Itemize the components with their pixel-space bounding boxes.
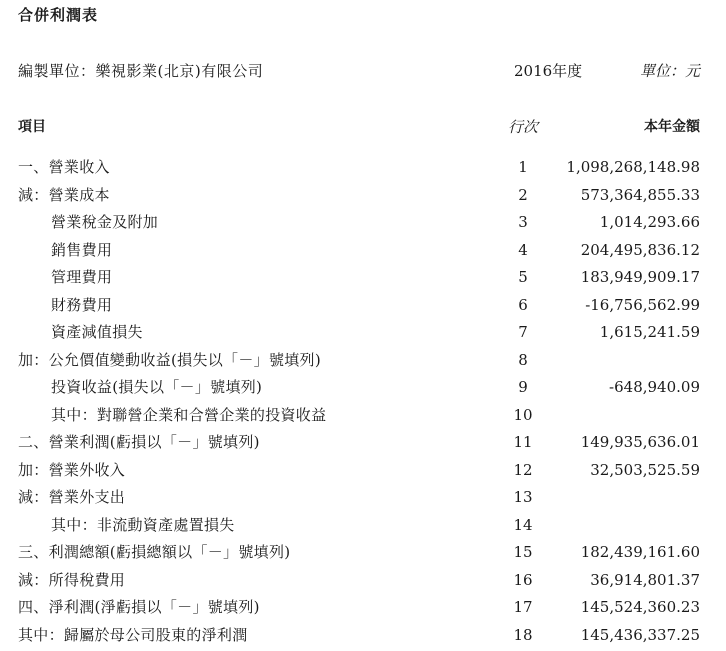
statement-rows	[18, 156, 700, 651]
row-label: 其中：歸屬於母公司股東的淨利潤	[18, 624, 248, 646]
row-amount: 573,364,855.33	[581, 184, 700, 206]
row-amount: 149,935,636.01	[581, 431, 700, 453]
row-line-number: 12	[508, 459, 538, 481]
row-line-number: 11	[508, 431, 538, 453]
row-line-number: 16	[508, 569, 538, 591]
statement-meta	[18, 60, 700, 82]
row-label: 三、利潤總額(虧損總額以「－」號填列)	[18, 541, 290, 563]
row-label: 一、營業收入	[18, 156, 110, 178]
row-label: 減：營業成本	[18, 184, 110, 206]
row-amount: -16,756,562.99	[585, 294, 700, 316]
row-label: 營業稅金及附加	[51, 211, 158, 233]
row-amount: 145,524,360.23	[581, 596, 700, 618]
row-line-number: 13	[508, 486, 538, 508]
table-row	[18, 294, 700, 322]
row-line-number: 15	[508, 541, 538, 563]
row-label: 四、淨利潤(淨虧損以「－」號填列)	[18, 596, 260, 618]
row-amount: 145,436,337.25	[581, 624, 700, 646]
row-label: 減：所得稅費用	[18, 569, 125, 591]
row-label: 財務費用	[51, 294, 112, 316]
table-row	[18, 184, 700, 212]
row-amount: 183,949,909.17	[581, 266, 700, 288]
table-row	[18, 211, 700, 239]
row-label: 其中：非流動資產處置損失	[51, 514, 235, 536]
table-row	[18, 321, 700, 349]
row-amount: -648,940.09	[609, 376, 700, 398]
row-line-number: 17	[508, 596, 538, 618]
row-label: 二、營業利潤(虧損以「－」號填列)	[18, 431, 260, 453]
row-line-number: 4	[508, 239, 538, 261]
table-header	[18, 116, 700, 138]
row-amount: 204,495,836.12	[581, 239, 700, 261]
row-label: 資產減值損失	[51, 321, 143, 343]
table-row	[18, 156, 700, 184]
table-row	[18, 541, 700, 569]
row-label: 加：公允價值變動收益(損失以「－」號填列)	[18, 349, 321, 371]
table-row	[18, 569, 700, 597]
statement-title: 合併利潤表	[18, 4, 98, 25]
row-label: 銷售費用	[51, 239, 112, 261]
row-line-number: 3	[508, 211, 538, 233]
row-label: 管理費用	[51, 266, 112, 288]
row-amount: 1,014,293.66	[600, 211, 700, 233]
row-label: 減：營業外支出	[18, 486, 125, 508]
column-header-line: 行次	[508, 116, 538, 137]
row-line-number: 10	[508, 404, 538, 426]
column-header-amount: 本年金額	[644, 116, 700, 136]
row-line-number: 9	[508, 376, 538, 398]
row-amount: 32,503,525.59	[590, 459, 700, 481]
table-row	[18, 514, 700, 542]
reporting-entity: 編製單位：樂視影業(北京)有限公司	[18, 60, 263, 81]
column-header-item: 項目	[18, 116, 46, 136]
row-amount: 182,439,161.60	[581, 541, 700, 563]
table-row	[18, 459, 700, 487]
row-line-number: 6	[508, 294, 538, 316]
table-row	[18, 376, 700, 404]
row-label: 其中：對聯營企業和合營企業的投資收益	[51, 404, 326, 426]
table-row	[18, 596, 700, 624]
table-row	[18, 486, 700, 514]
row-line-number: 8	[508, 349, 538, 371]
row-amount: 1,615,241.59	[600, 321, 700, 343]
row-line-number: 2	[508, 184, 538, 206]
table-row	[18, 349, 700, 377]
currency-unit: 單位：元	[640, 60, 700, 81]
row-line-number: 18	[508, 624, 538, 646]
table-row	[18, 404, 700, 432]
fiscal-year: 2016年度	[514, 60, 582, 81]
row-line-number: 14	[508, 514, 538, 536]
table-row	[18, 431, 700, 459]
row-amount: 36,914,801.37	[590, 569, 700, 591]
table-row	[18, 239, 700, 267]
row-line-number: 5	[508, 266, 538, 288]
row-label: 加：營業外收入	[18, 459, 125, 481]
row-amount: 1,098,268,148.98	[566, 156, 700, 178]
row-line-number: 7	[508, 321, 538, 343]
table-row	[18, 266, 700, 294]
row-line-number: 1	[508, 156, 538, 178]
row-label: 投資收益(損失以「－」號填列)	[51, 376, 262, 398]
